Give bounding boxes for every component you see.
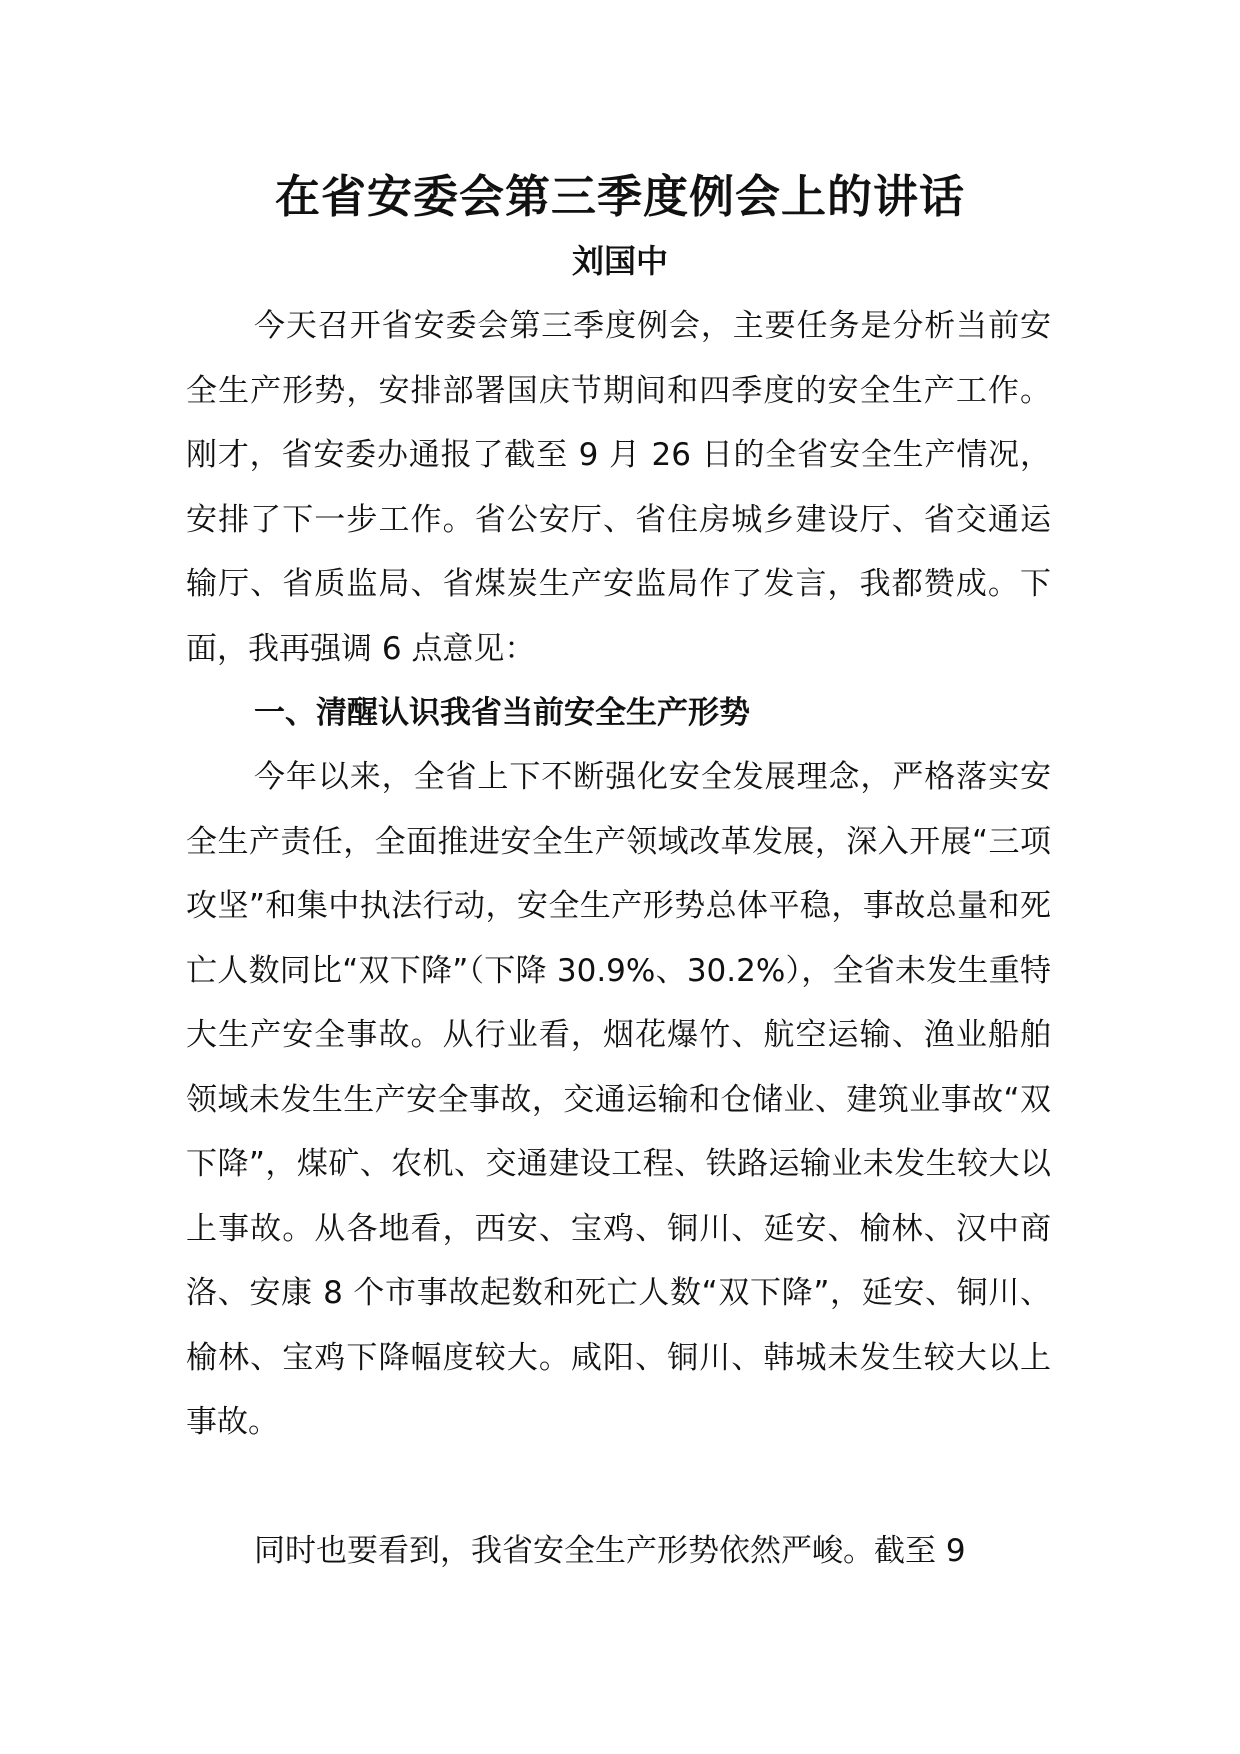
paragraph-continued: 同时也要看到，我省安全生产形势依然严峻。截至 9 [254,1533,966,1569]
document-title: 在省安委会第三季度例会上的讲话 [274,170,965,223]
section-heading-1: 一、清醒认识我省当前安全生产形势 [254,695,750,731]
paragraph-intro: 今天召开省安委会第三季度例会，主要任务是分析当前安全生产形势，安排部署国庆节期间和四季度的安全生产工作。刚才，省安委办通报了截至 9 月 26 日的全省安全生产情况，安排了下一步工作。省公安厅、省住房城乡建设厅、省交通运输厅、省质监局、省煤炭生产安监局作了发言，我都赞成。下面，我再强调 6 点意见： [186,308,1051,667]
author-name: 刘国中 [571,242,668,280]
paragraph-situation: 今年以来，全省上下不断强化安全发展理念，严格落实安全生产责任，全面推进安全生产领域改革发展，深入开展“三项攻坚”和集中执法行动，安全生产形势总体平稳，事故总量和死亡人数同比“双下降”（下降 30.9%、30.2%），全省未发生重特大生产安全事故。从行业看，烟花爆竹、航空运输、渔业船舶领域未发生生产安全事故，交通运输和仓储业、建筑业事故“双下降”，煤矿、农机、交通建设工程、铁路运输业未发生较大以上事故。从各地看，西安、宝鸡、铜川、延安、榆林、汉中商洛、安康 8 个市事故起数和死亡人数“双下降”，延安、铜川、榆林、宝鸡下降幅度较大。咸阳、铜川、韩城未发生较大以上事故。 [186,759,1051,1440]
